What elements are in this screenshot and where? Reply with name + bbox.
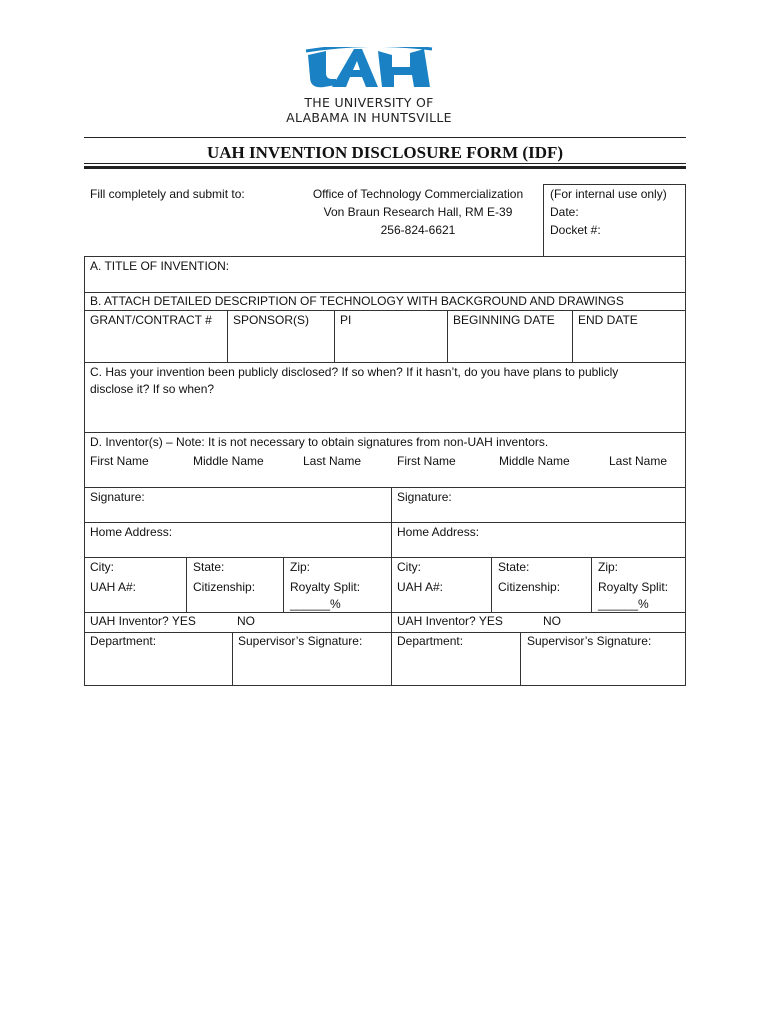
beginning-date-label: BEGINNING DATE xyxy=(453,313,555,327)
inventor1-uah-inventor-yes[interactable]: UAH Inventor? YES xyxy=(90,614,196,628)
section-c-line-1: C. Has your invention been publicly disclosed? If so when? If it hasn’t, do you have plans to publicly xyxy=(90,365,619,379)
inventor1-department-label: Department: xyxy=(90,634,157,648)
office-name: Office of Technology Commercialization xyxy=(312,187,524,201)
grant-contract-field[interactable] xyxy=(86,330,226,360)
inventor1-home-address-label: Home Address: xyxy=(90,525,173,539)
docket-label: Docket #: xyxy=(550,223,601,237)
inventor2-uah-inventor-no[interactable]: NO xyxy=(543,614,561,628)
sponsor-field[interactable] xyxy=(229,330,333,360)
inventor1-state-label: State: xyxy=(193,560,225,574)
inventor2-state-label: State: xyxy=(498,560,530,574)
inventor1-uah-a-label: UAH A#: xyxy=(90,580,137,594)
inventor1-home-address-field[interactable] xyxy=(190,524,388,554)
inventor2-department-label: Department: xyxy=(397,634,464,648)
office-phone: 256-824-6621 xyxy=(380,223,456,237)
section-c-line-2: disclose it? If so when? xyxy=(90,382,215,396)
internal-date-label: Date: xyxy=(550,205,579,219)
inventor1-royalty-percent-field[interactable]: ______% xyxy=(290,597,341,611)
title-rule-mid xyxy=(84,163,686,164)
inventor2-supervisor-signature-label: Supervisor’s Signature: xyxy=(527,634,652,648)
submit-label: Fill completely and submit to: xyxy=(90,187,245,201)
beginning-date-field[interactable] xyxy=(449,330,571,360)
inventor2-city-label: City: xyxy=(397,560,421,574)
uah-logo xyxy=(276,47,462,127)
form-title: UAH INVENTION DISCLOSURE FORM (IDF) xyxy=(206,143,564,162)
inventor2-zip-label: Zip: xyxy=(598,560,619,574)
section-a-title-of-invention: A. TITLE OF INVENTION: xyxy=(90,259,230,273)
inventor2-home-address-field[interactable] xyxy=(497,524,683,554)
inventor2-royalty-percent-field[interactable]: ______% xyxy=(598,597,649,611)
inventor1-supervisor-signature-label: Supervisor’s Signature: xyxy=(238,634,363,648)
section-b-heading: B. ATTACH DETAILED DESCRIPTION OF TECHNOLOGY WITH BACKGROUND AND DRAWINGS xyxy=(90,294,624,308)
inventor2-first-name-label: First Name xyxy=(397,454,456,468)
title-rule-bottom xyxy=(84,166,686,169)
inventor1-signature-field[interactable] xyxy=(160,489,388,519)
internal-use-label: (For internal use only) xyxy=(550,187,667,201)
logo-line-1: THE UNIVERSITY OF xyxy=(304,95,434,110)
end-date-label: END DATE xyxy=(578,313,638,327)
invention-title-field[interactable] xyxy=(250,258,680,288)
inventor1-signature-label: Signature: xyxy=(90,490,145,504)
inventor1-supervisor-signature-field[interactable] xyxy=(234,652,389,683)
pi-label: PI xyxy=(340,313,352,327)
end-date-field[interactable] xyxy=(574,330,684,360)
inventor2-uah-inventor-yes[interactable]: UAH Inventor? YES xyxy=(397,614,503,628)
inventor1-city-label: City: xyxy=(90,560,114,574)
inventor2-signature-label: Signature: xyxy=(397,490,452,504)
grant-contract-label: GRANT/CONTRACT # xyxy=(90,313,212,327)
inventor1-last-name-label: Last Name xyxy=(303,454,362,468)
title-rule-top xyxy=(84,137,686,138)
public-disclosure-field[interactable] xyxy=(86,400,684,430)
inventor2-uah-a-label: UAH A#: xyxy=(397,580,444,594)
inventor1-zip-label: Zip: xyxy=(290,560,311,574)
inventor1-middle-name-label: Middle Name xyxy=(193,454,264,468)
inventor1-first-name-label: First Name xyxy=(90,454,149,468)
inventor1-department-field[interactable] xyxy=(86,652,231,683)
inventor2-signature-field[interactable] xyxy=(467,489,683,519)
inventor1-uah-inventor-no[interactable]: NO xyxy=(237,614,255,628)
inventor2-royalty-split-label: Royalty Split: xyxy=(598,580,669,594)
uah-logo-mark-icon xyxy=(302,47,436,93)
office-address: Von Braun Research Hall, RM E-39 xyxy=(323,205,513,219)
inventor2-middle-name-label: Middle Name xyxy=(499,454,570,468)
section-d-heading: D. Inventor(s) – Note: It is not necessary to obtain signatures from non-UAH inventors. xyxy=(90,435,549,449)
sponsor-label: SPONSOR(S) xyxy=(233,313,310,327)
inventor1-royalty-split-label: Royalty Split: xyxy=(290,580,361,594)
inventor2-last-name-label: Last Name xyxy=(609,454,668,468)
inventor2-supervisor-signature-field[interactable] xyxy=(522,652,684,683)
inventor2-department-field[interactable] xyxy=(393,652,519,683)
inventor2-citizenship-label: Citizenship: xyxy=(498,580,561,594)
inventor1-citizenship-label: Citizenship: xyxy=(193,580,256,594)
inventor2-home-address-label: Home Address: xyxy=(397,525,480,539)
pi-field[interactable] xyxy=(336,330,446,360)
logo-line-2: ALABAMA IN HUNTSVILLE xyxy=(286,110,452,125)
